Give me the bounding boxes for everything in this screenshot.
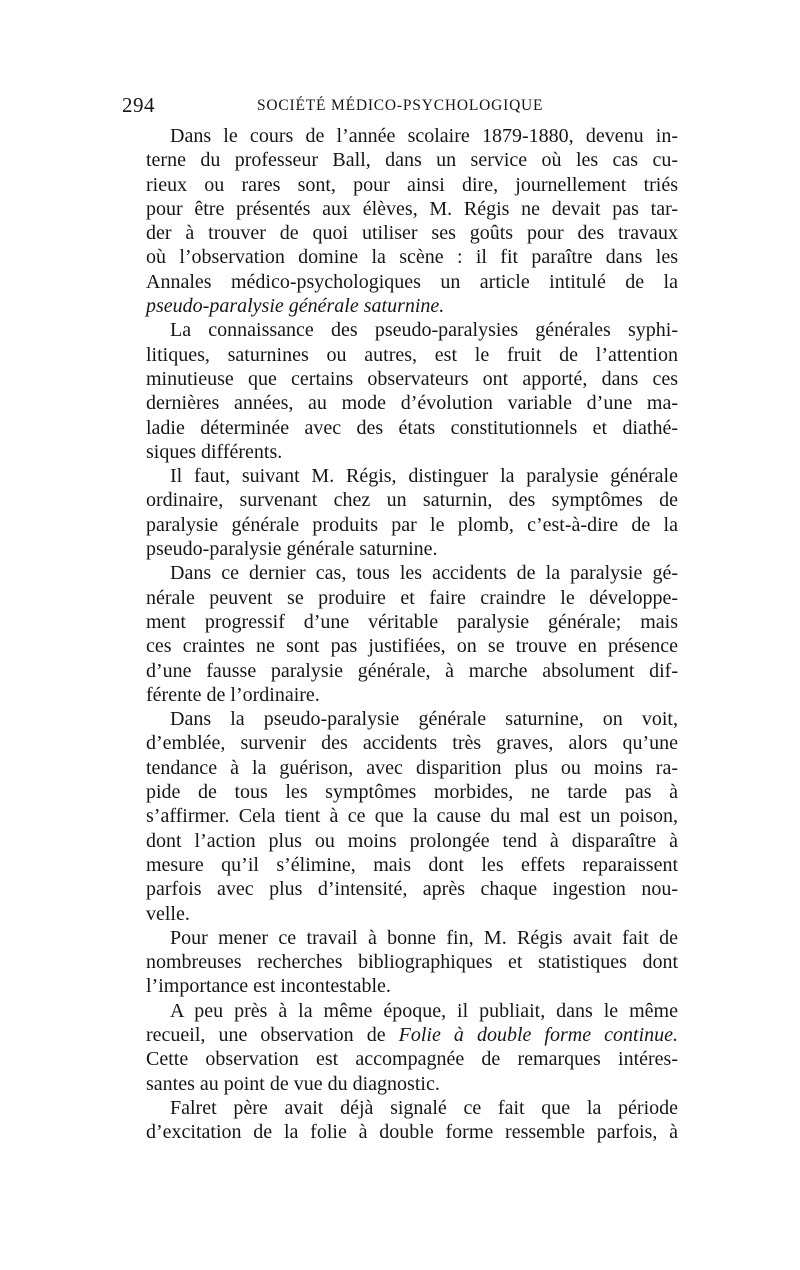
text-line: Pour mener ce travail à bonne fin, M. Régis avait fait de [170,926,678,949]
text-line: minutieuse que certains observateurs ont apporté, dans ces [146,367,678,390]
text-line: d’une fausse paralysie générale, à marche absolument dif- [146,659,678,682]
text-line: pide de tous les symptômes morbides, ne tarde pas à [146,781,678,804]
text-line: Dans ce dernier cas, tous les accidents de la paralysie gé- [170,562,678,585]
body-text [122,124,678,1144]
text-line: nérale peuvent se produire et faire craindre le développe- [146,586,678,609]
paragraph-5 [122,707,678,926]
text-line: paralysie générale produits par le plomb, c’est-à-dire de la [146,513,678,536]
text-line: Dans le cours de l’année scolaire 1879-1880, devenu in- [170,125,678,147]
text-line: d’emblée, survenir des accidents très graves, alors qu’une [146,732,678,755]
text-line: l’importance est incontestable. [146,975,391,998]
inline-text: recueil, une observation de [146,1023,399,1046]
page-number: 294 [122,93,155,117]
italic-title: pseudo-paralysie générale saturnine. [146,295,445,318]
text-line: Cette observation est accompagnée de remarques intéres- [146,1048,678,1071]
text-line-with-italic [122,1023,678,1047]
text-line: santes au point de vue du diagnostic. [146,1072,440,1095]
text-line: dont l’action plus ou moins prolongée tend à disparaître à [146,829,678,852]
text-line: pseudo-paralysie générale saturnine. [146,538,438,561]
text-line: rieux ou rares sont, pour ainsi dire, journellement triés [146,173,678,196]
running-title: SOCIÉTÉ MÉDICO-PSYCHOLOGIQUE [257,97,544,114]
text-line: velle. [146,902,190,925]
text-line: où l’observation domine la scène : il fit paraître dans les [146,246,678,269]
text-line: Il faut, suivant M. Régis, distinguer la paralysie générale [170,465,678,488]
text-line: der à trouver de quoi utiliser ses goûts pour des travaux [146,222,678,245]
text-line: mesure qu’il s’élimine, mais dont les effets reparaissent [146,853,678,876]
paragraph-8 [122,1096,678,1145]
text-line: La connaissance des pseudo-paralysies générales syphi- [170,319,678,342]
text-line: pour être présentés aux élèves, M. Régis ne devait pas tar- [146,197,678,220]
text-line: férente de l’ordinaire. [146,683,320,706]
text-line-italic [122,294,678,318]
running-head [122,93,678,117]
paragraph-1 [122,124,678,318]
text-line: siques différents. [146,440,283,463]
text-line: A peu près à la même époque, il publiait, dans le même [170,999,678,1022]
text-line: ces craintes ne sont pas justifiées, on se trouve en présence [146,635,678,658]
text-line: Dans la pseudo-paralysie générale saturnine, on voit, [170,708,678,731]
text-line: ment progressif d’une véritable paralysie générale; mais [146,610,678,633]
paragraph-6 [122,926,678,999]
paragraph-2 [122,318,678,464]
text-line: ladie déterminée avec des états constitutionnels et diathé- [146,416,678,439]
text-line: tendance à la guérison, avec disparition plus ou moins ra- [146,756,678,779]
text-line: d’excitation de la folie à double forme ressemble parfois, à [146,1121,678,1144]
text-line: Falret père avait déjà signalé ce fait que la période [170,1096,678,1119]
text-line: Annales médico-psychologiques un article intitulé de la [146,270,678,293]
paragraph-7 [122,999,678,1096]
paragraph-4 [122,561,678,707]
text-line: nombreuses recherches bibliographiques et statistiques dont [146,951,678,974]
text-line: s’affirmer. Cela tient à ce que la cause du mal est un poison, [146,805,678,828]
text-line: litiques, saturnines ou autres, est le fruit de l’attention [146,343,678,366]
italic-title: Folie à double forme continue. [398,1023,679,1046]
text-line: dernières années, au mode d’évolution variable d’une ma- [146,392,678,415]
text-line: ordinaire, survenant chez un saturnin, des symptômes de [146,489,678,512]
paragraph-3 [122,464,678,561]
text-line: parfois avec plus d’intensité, après chaque ingestion nou- [146,878,678,901]
text-line: terne du professeur Ball, dans un service où les cas cu- [146,149,678,172]
